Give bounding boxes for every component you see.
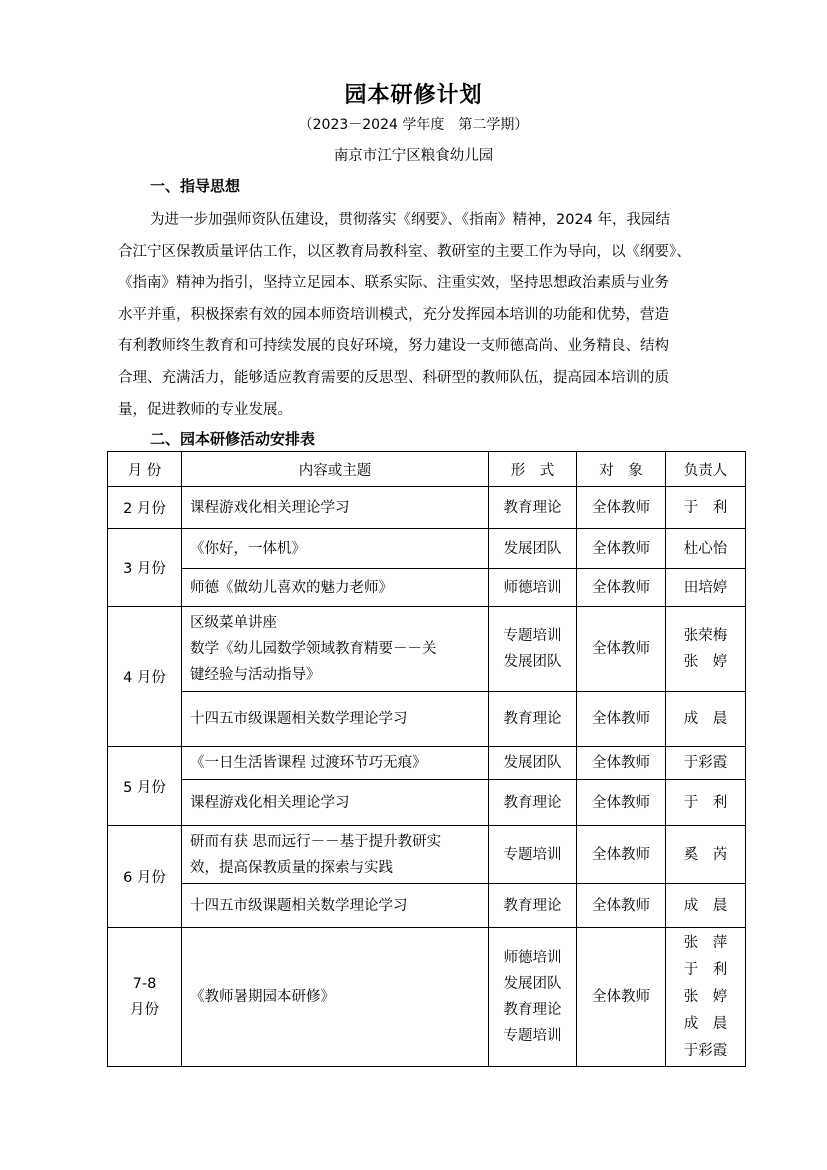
owner-cell: 于彩霞 (666, 747, 746, 780)
month-line: 月份 (130, 1002, 159, 1018)
content-cell: 师德《做幼儿喜欢的魅力老师》 (182, 569, 489, 607)
header-month: 月 份 (108, 452, 182, 487)
table-row (108, 826, 746, 884)
owner-cell: 奚 芮 (666, 826, 746, 884)
table-row (108, 747, 746, 780)
paragraph-line: 有利教师终生教育和可持续发展的良好环境，努力建设一支师德高尚、业务精良、结构 (118, 338, 669, 355)
form-cell (489, 928, 577, 1067)
header-form: 形 式 (489, 452, 577, 487)
schedule-table (107, 451, 746, 1067)
month-cell: 2 月份 (108, 487, 182, 529)
table-row (108, 692, 746, 747)
form-line: 专题培训 (503, 1028, 562, 1044)
table-header-row (108, 452, 746, 487)
owner-line: 成 晨 (683, 1015, 728, 1032)
owner-cell (666, 607, 746, 692)
target-cell: 全体教师 (577, 780, 666, 826)
month-cell: 5 月份 (108, 747, 182, 826)
target-cell: 全体教师 (577, 826, 666, 884)
organization-name: 南京市江宁区粮食幼儿园 (333, 148, 494, 164)
target-cell: 全体教师 (577, 928, 666, 1067)
content-cell: 《教师暑期园本研修》 (182, 928, 489, 1067)
content-cell (182, 826, 489, 884)
form-cell: 教育理论 (489, 780, 577, 826)
table-row (108, 569, 746, 607)
owner-cell: 于 利 (666, 487, 746, 529)
section-heading-schedule: 二、园本研修活动安排表 (150, 430, 316, 448)
form-cell (489, 607, 577, 692)
paragraph-line: 为进一步加强师资队伍建设，贯彻落实《纲要》、《指南》精神，2024 年，我园结 (150, 212, 671, 228)
content-cell (182, 607, 489, 692)
target-cell: 全体教师 (577, 569, 666, 607)
paragraph-line: 《指南》精神为指引，坚持立足园本、联系实际、注重实效，坚持思想政治素质与业务 (118, 275, 669, 292)
form-cell: 教育理论 (489, 692, 577, 747)
content-line: 数学《幼儿园数学领域教育精要－－关 (190, 641, 437, 657)
paragraph-line: 量，促进教师的专业发展。 (118, 401, 292, 418)
form-cell: 教育理论 (489, 884, 577, 928)
target-cell: 全体教师 (577, 692, 666, 747)
content-line: 效，提高保教质量的探索与实践 (190, 859, 393, 876)
form-cell: 师德培训 (489, 569, 577, 607)
header-target: 对 象 (577, 452, 666, 487)
table-row (108, 928, 746, 1067)
owner-cell: 成 晨 (666, 692, 746, 747)
target-cell: 全体教师 (577, 884, 666, 928)
owner-cell: 于 利 (666, 780, 746, 826)
form-line: 发展团队 (503, 976, 562, 992)
owner-cell: 田培婷 (666, 569, 746, 607)
owner-line: 张 萍 (683, 934, 728, 951)
content-line: 键经验与活动指导》 (190, 667, 321, 683)
owner-line: 张 婷 (683, 988, 728, 1005)
form-cell: 教育理论 (489, 487, 577, 529)
header-owner: 负责人 (666, 452, 746, 487)
owner-cell (666, 928, 746, 1067)
guiding-thought-paragraph (118, 205, 750, 426)
form-cell: 发展团队 (489, 529, 577, 569)
owner-cell: 成 晨 (666, 884, 746, 928)
paragraph-line: 水平并重，积极探索有效的园本师资培训模式，充分发挥园本培训的功能和优势，营造 (118, 306, 669, 323)
content-cell: 《你好，一体机》 (182, 529, 489, 569)
paragraph-line: 合江宁区保教质量评估工作，以区教育局教科室、教研室的主要工作为导向，以《纲要》、 (118, 243, 691, 260)
content-line: 区级菜单讲座 (190, 615, 277, 631)
content-cell: 十四五市级课题相关数学理论学习 (182, 692, 489, 747)
table-row (108, 529, 746, 569)
form-cell: 发展团队 (489, 747, 577, 780)
owner-line: 于 利 (683, 961, 728, 978)
content-cell: 课程游戏化相关理论学习 (182, 780, 489, 826)
table-row (108, 607, 746, 692)
target-cell: 全体教师 (577, 747, 666, 780)
owner-cell: 杜心怡 (666, 529, 746, 569)
header-content: 内容或主题 (182, 452, 489, 487)
target-cell: 全体教师 (577, 487, 666, 529)
document-title: 园本研修计划 (344, 83, 483, 108)
month-cell: 3 月份 (108, 529, 182, 607)
month-line: 7-8 (132, 976, 157, 992)
form-line: 师德培训 (503, 950, 562, 966)
content-cell: 十四五市级课题相关数学理论学习 (182, 884, 489, 928)
owner-line: 张 婷 (683, 654, 728, 670)
semester-subtitle: （2023－2024 学年度 第二学期） (298, 117, 529, 133)
target-cell: 全体教师 (577, 529, 666, 569)
content-line: 研而有获 思而远行－－基于提升教研实 (190, 833, 442, 850)
table-row (108, 780, 746, 826)
form-line: 发展团队 (503, 654, 562, 670)
target-cell: 全体教师 (577, 607, 666, 692)
form-line: 教育理论 (503, 1002, 562, 1018)
content-cell: 课程游戏化相关理论学习 (182, 487, 489, 529)
month-cell: 6 月份 (108, 826, 182, 928)
form-cell: 专题培训 (489, 826, 577, 884)
content-cell: 《一日生活皆课程 过渡环节巧无痕》 (182, 747, 489, 780)
table-row (108, 884, 746, 928)
owner-line: 张荣梅 (683, 628, 728, 644)
paragraph-line: 合理、充满活力，能够适应教育需要的反思型、科研型的教师队伍，提高园本培训的质 (118, 369, 669, 386)
month-cell: 4 月份 (108, 607, 182, 747)
owner-line: 于彩霞 (683, 1042, 728, 1059)
section-heading-guiding-thought: 一、指导思想 (150, 177, 241, 195)
table-row (108, 487, 746, 529)
form-line: 专题培训 (503, 628, 562, 644)
month-cell (108, 928, 182, 1067)
